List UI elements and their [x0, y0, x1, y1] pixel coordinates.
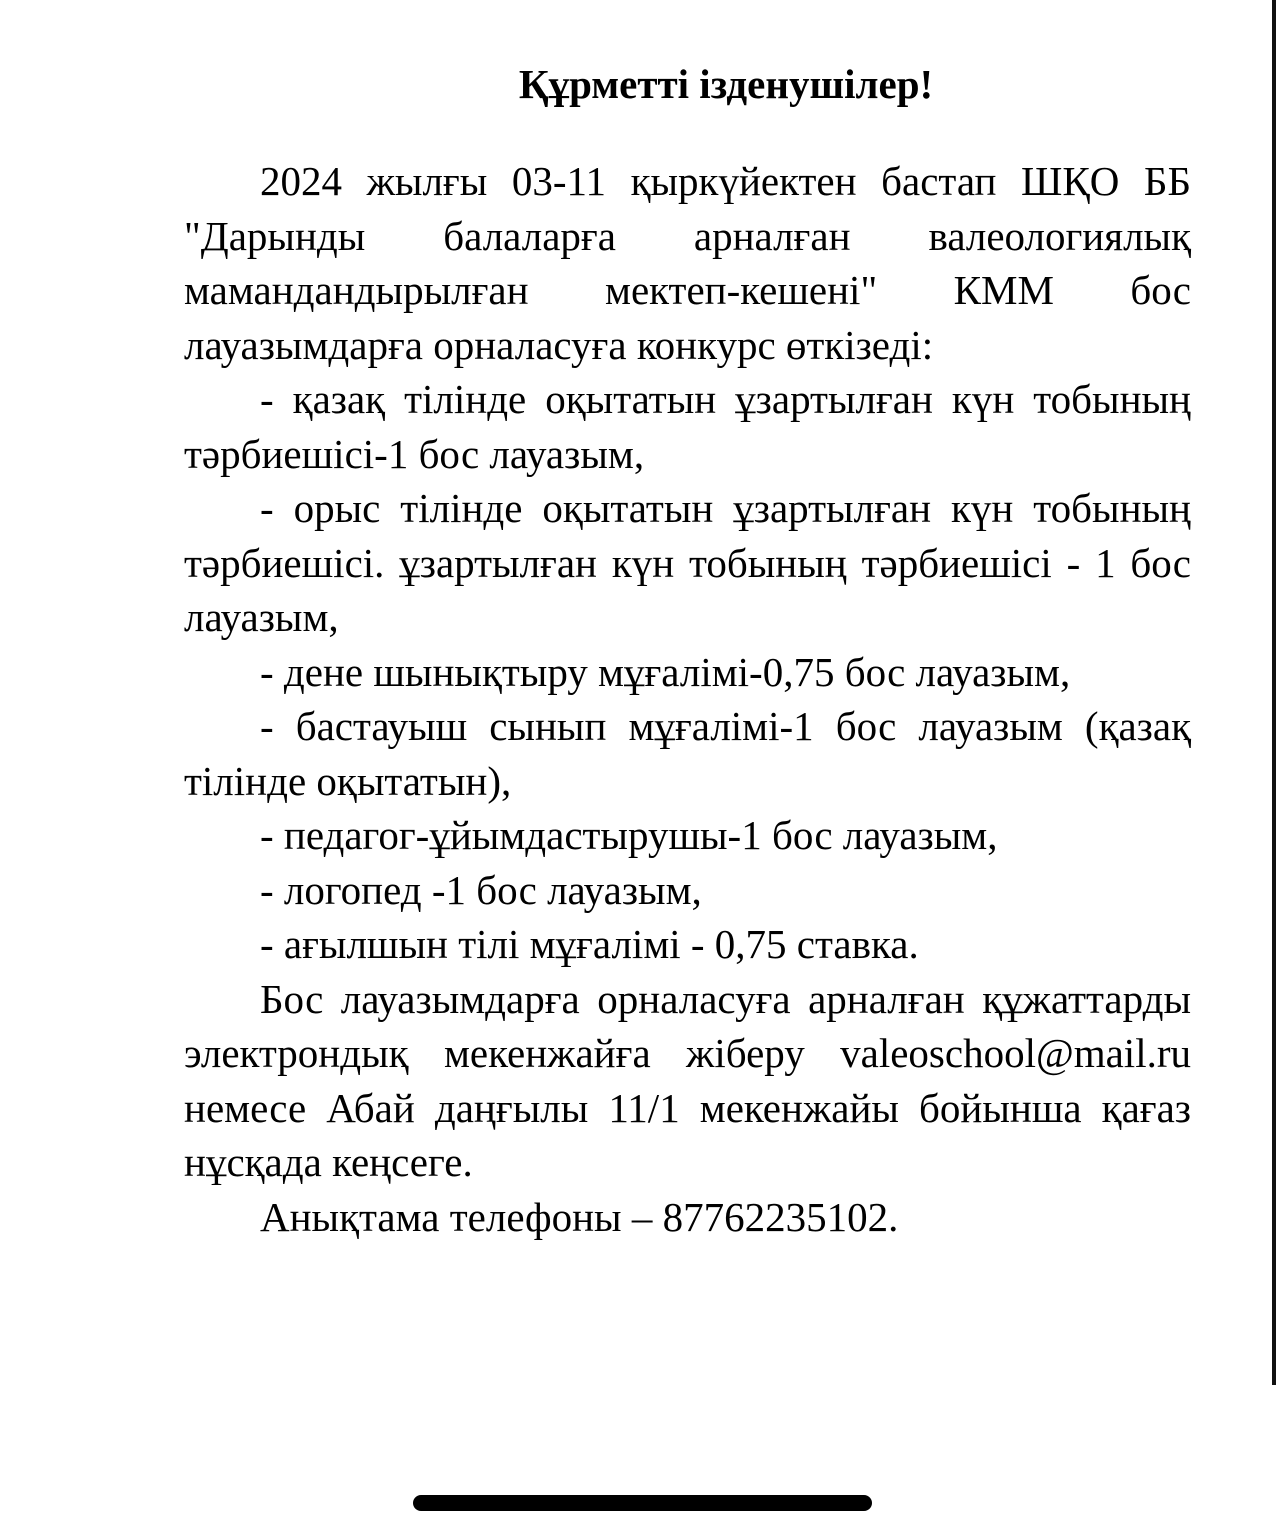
documents-paragraph: Бос лауазымдарға орналасуға арналған құжаттарды электрондық мекенжайға жіберу valeoschool@mail.ru немесе Абай даңғылы 11/1 мекенжайы бойынша қағаз нұсқада кеңсеге.: [184, 975, 1191, 1185]
position-item: - ағылшын тілі мұғалімі - 0,75 ставка.: [260, 921, 919, 967]
document-title: Құрметті ізденушілер!: [518, 61, 934, 107]
phone-paragraph: Анықтама телефоны – 87762235102.: [260, 1193, 899, 1240]
position-item: - дене шынықтыру мұғалімі-0,75 бос лауазым,: [260, 648, 1071, 695]
page-edge-divider: [1272, 0, 1276, 1385]
home-indicator[interactable]: [413, 1495, 872, 1511]
position-item: - орыс тілінде оқытатын ұзартылған күн тобының тәрбиешісі. ұзартылған күн тобының тәрбиешісі - 1 бос лауазым,: [184, 485, 1191, 640]
position-item: - педагог-ұйымдастырушы-1 бос лауазым,: [260, 812, 998, 858]
position-item: - қазақ тілінде оқытатын ұзартылған күн тобының тәрбиешісі-1 бос лауазым,: [184, 376, 1191, 477]
intro-paragraph: 2024 жылғы 03-11 қыркүйектен бастап ШҚО ББ "Дарынды балаларға арналған валеологиялық мамандандырылған мектеп-кешені" КММ бос лауазымдарға орналасуға конкурс өткізеді:: [184, 158, 1191, 368]
position-item: - бастауыш сынып мұғалімі-1 бос лауазым (қазақ тілінде оқытатын),: [184, 703, 1191, 804]
position-item: - логопед -1 бос лауазым,: [260, 866, 702, 913]
document-body: [184, 154, 1191, 1244]
